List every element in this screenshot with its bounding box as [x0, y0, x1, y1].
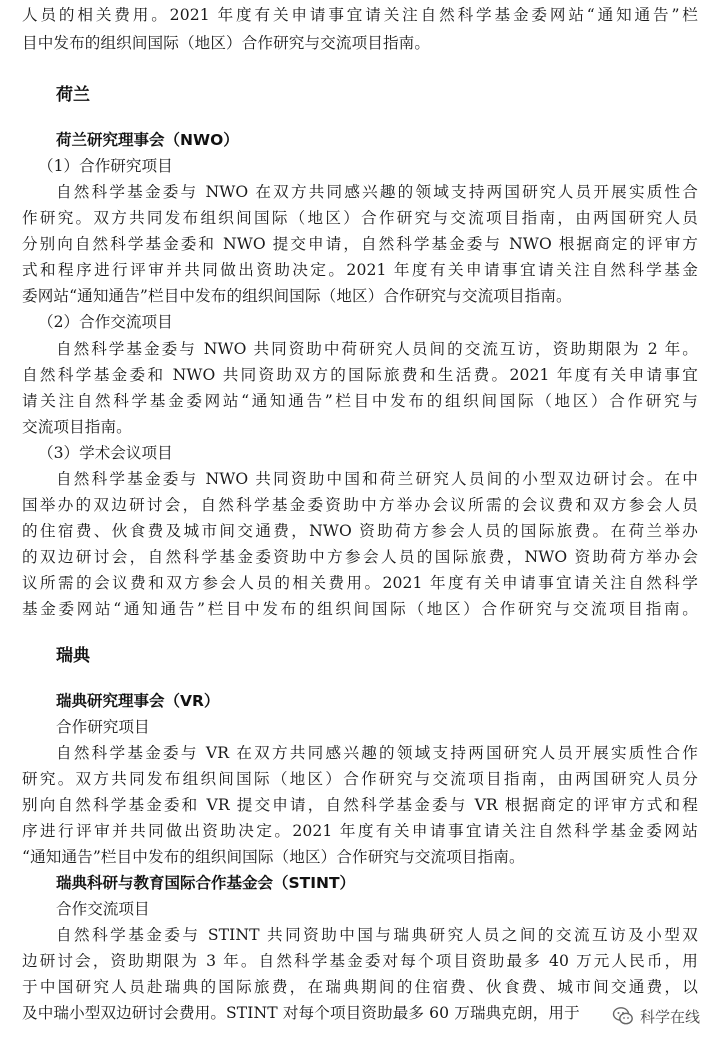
- nwo-p3-line-3: 的住宿费、伙食费及城市间交通费，NWO 资助荷方参会人员的国际旅费。在荷兰举办: [22, 522, 698, 540]
- org-heading-vr: 瑞典研究理事会（VR）: [56, 692, 220, 710]
- intro-line-1: 人员的相关费用。2021 年度有关申请事宜请关注自然科学基金委网站“通知通告”栏: [22, 6, 698, 24]
- nwo-p1-line-1: 自然科学基金委与 NWO 在双方共同感兴趣的领域支持两国研究人员开展实质性合: [56, 183, 698, 201]
- stint-item: 合作交流项目: [56, 900, 150, 918]
- nwo-p3-line-5: 议所需的会议费和双方参会人员的相关费用。2021 年度有关申请事宜请关注自然科学: [22, 574, 698, 592]
- section-heading-netherlands: 荷兰: [56, 85, 90, 105]
- nwo-p3-line-6: 基金委网站“通知通告”栏目中发布的组织间国际（地区）合作研究与交流项目指南。: [22, 600, 698, 618]
- nwo-p2-line-2: 自然科学基金委和 NWO 共同资助双方的国际旅费和生活费。2021 年度有关申请事宜: [22, 366, 698, 384]
- vr-p-line-1: 自然科学基金委与 VR 在双方共同感兴趣的领域支持两国研究人员开展实质性合作: [56, 744, 698, 762]
- wechat-icon: [612, 1005, 634, 1027]
- stint-p-line-3: 于中国研究人员赴瑞典的国际旅费，在瑞典期间的住宿费、伙食费、城市间交通费，以: [22, 978, 698, 996]
- vr-p-line-5: “通知通告”栏目中发布的组织间国际（地区）合作研究与交流项目指南。: [22, 848, 525, 866]
- nwo-item-2: （2）合作交流项目: [38, 313, 173, 331]
- section-heading-sweden: 瑞典: [56, 646, 90, 666]
- watermark-text: 科学在线: [639, 1007, 700, 1026]
- nwo-p1-line-4: 式和程序进行评审并共同做出资助决定。2021 年度有关申请事宜请关注自然科学基金: [22, 261, 698, 279]
- org-heading-nwo: 荷兰研究理事会（NWO）: [56, 131, 239, 149]
- vr-p-line-4: 序进行评审并共同做出资助决定。2021 年度有关申请事宜请关注自然科学基金委网站: [22, 822, 698, 840]
- stint-p-line-4: 及中瑞小型双边研讨会费用。STINT 对每个项目资助最多 60 万瑞典克朗，用于: [22, 1004, 580, 1022]
- stint-p-line-2: 边研讨会，资助期限为 3 年。自然科学基金委对每个项目资助最多 40 万元人民币，用: [22, 952, 698, 970]
- nwo-p2-line-4: 交流项目指南。: [22, 418, 132, 436]
- nwo-p3-line-4: 的双边研讨会，自然科学基金委资助中方参会人员的国际旅费，NWO 资助荷方举办会: [22, 548, 698, 566]
- nwo-p1-line-3: 分别向自然科学基金委和 NWO 提交申请，自然科学基金委与 NWO 根据商定的评审方: [22, 235, 698, 253]
- nwo-p3-line-1: 自然科学基金委与 NWO 共同资助中国和荷兰研究人员间的小型双边研讨会。在中: [56, 470, 698, 488]
- vr-p-line-2: 研究。双方共同发布组织间国际（地区）合作研究与交流项目指南，由两国研究人员分: [22, 770, 698, 788]
- nwo-p1-line-2: 作研究。双方共同发布组织间国际（地区）合作研究与交流项目指南，由两国研究人员: [22, 209, 698, 227]
- watermark: [608, 1002, 706, 1030]
- org-heading-stint: 瑞典科研与教育国际合作基金会（STINT）: [56, 874, 356, 892]
- vr-p-line-3: 别向自然科学基金委和 VR 提交申请，自然科学基金委与 VR 根据商定的评审方式和程: [22, 796, 698, 814]
- nwo-p2-line-3: 请关注自然科学基金委网站“通知通告”栏目中发布的组织间国际（地区）合作研究与: [22, 392, 698, 410]
- nwo-item-1: （1）合作研究项目: [38, 157, 173, 175]
- nwo-p3-line-2: 国举办的双边研讨会，自然科学基金委资助中方举办会议所需的会议费和双方参会人员: [22, 496, 698, 514]
- nwo-p2-line-1: 自然科学基金委与 NWO 共同资助中荷研究人员间的交流互访，资助期限为 2 年。: [56, 340, 698, 358]
- stint-p-line-1: 自然科学基金委与 STINT 共同资助中国与瑞典研究人员之间的交流互访及小型双: [56, 926, 698, 944]
- nwo-p1-line-5: 委网站“通知通告”栏目中发布的组织间国际（地区）合作研究与交流项目指南。: [22, 287, 572, 305]
- nwo-item-3: （3）学术会议项目: [38, 444, 173, 462]
- vr-item: 合作研究项目: [56, 718, 150, 736]
- intro-line-2: 目中发布的组织间国际（地区）合作研究与交流项目指南。: [22, 34, 431, 52]
